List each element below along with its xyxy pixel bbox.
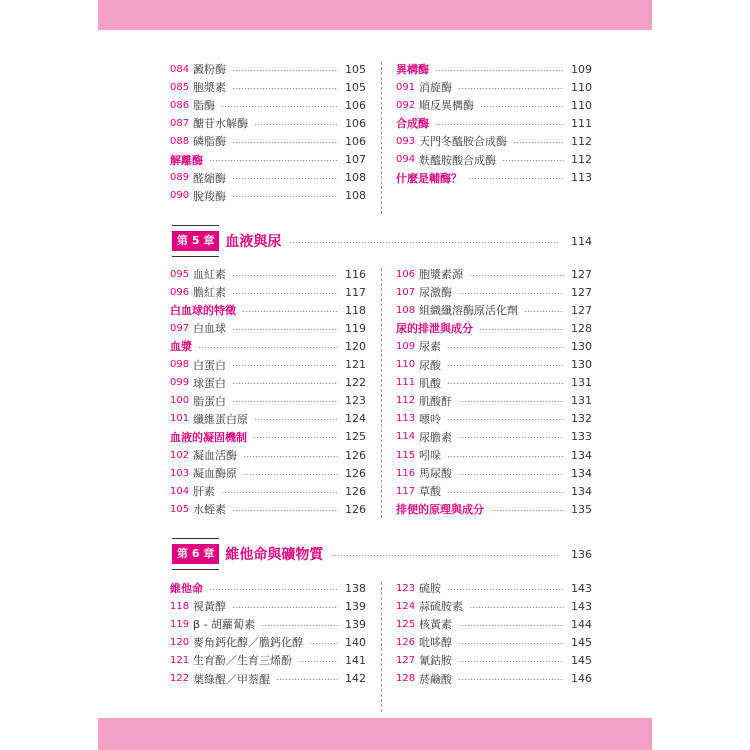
entry-title: 膽紅素 [193, 286, 226, 300]
entry-page: 143 [571, 581, 592, 595]
top-right-column [396, 60, 592, 187]
dot-leader [243, 456, 338, 457]
dot-leader [232, 88, 338, 89]
entry-number: 128 [396, 673, 416, 684]
entry-title: 磷脂酶 [193, 135, 226, 149]
entry-number: 094 [396, 154, 416, 165]
dot-leader [502, 160, 564, 161]
entry-title: 順反異構酶 [419, 99, 474, 113]
entry-page: 146 [571, 672, 592, 685]
dot-leader [447, 589, 564, 590]
entry-number: 086 [170, 99, 190, 111]
entry-number: 095 [170, 268, 190, 280]
dot-leader [232, 196, 338, 197]
top-left-column [170, 60, 366, 205]
entry-number: 106 [396, 268, 416, 280]
entry-page: 108 [345, 171, 366, 185]
toc-entry[interactable] [170, 633, 366, 651]
entry-title: 胞漿素 [193, 81, 226, 95]
entry-page: 134 [571, 466, 592, 480]
toc-entry[interactable] [396, 615, 592, 633]
dot-leader [458, 88, 564, 89]
dot-leader [242, 311, 338, 312]
toc-entry[interactable] [396, 283, 592, 301]
entry-page: 131 [571, 394, 592, 408]
entry-page: 133 [571, 430, 592, 444]
entry-page: 143 [571, 599, 592, 613]
entry-number: 105 [170, 503, 190, 515]
toc-entry[interactable] [170, 132, 366, 150]
entry-page: 121 [345, 358, 366, 371]
entry-page: 106 [345, 134, 366, 148]
entry-number: 124 [396, 600, 416, 612]
entry-number: 125 [396, 618, 416, 630]
toc-section-entry[interactable] [396, 60, 592, 78]
chapter-6-divider [381, 582, 382, 712]
entry-title: 氰鈷胺 [419, 654, 452, 668]
entry-title: 組織纖溶酶原活化劑 [419, 304, 518, 318]
entry-page: 145 [571, 653, 592, 667]
entry-page: 130 [571, 339, 592, 353]
toc-entry[interactable] [396, 651, 592, 669]
entry-title: 纖維蛋白原 [193, 412, 248, 426]
dot-leader [232, 510, 338, 511]
entry-number: 110 [396, 359, 416, 370]
entry-page: 120 [345, 339, 366, 353]
dot-leader [253, 437, 338, 438]
entry-title: 核黃素 [419, 618, 452, 632]
entry-title: 肌酸酐 [419, 394, 452, 408]
entry-page: 134 [571, 448, 592, 462]
toc-entry[interactable] [396, 579, 592, 597]
toc-entry[interactable] [170, 392, 366, 410]
entry-title: 白血球的特徵 [170, 304, 236, 318]
toc-entry[interactable] [170, 615, 366, 633]
chapter-5-right-column [396, 265, 592, 518]
chapter-5-left-column [170, 265, 366, 518]
entry-page: 106 [345, 98, 366, 112]
entry-page: 111 [571, 116, 592, 130]
entry-page: 109 [571, 62, 592, 76]
dot-leader [243, 474, 338, 475]
entry-number: 087 [170, 117, 190, 129]
entry-number: 119 [170, 618, 190, 630]
entry-page: 112 [571, 134, 592, 148]
dot-leader [309, 643, 338, 644]
dot-leader [232, 329, 338, 330]
toc-entry[interactable] [396, 151, 592, 169]
entry-title: 肝素 [193, 485, 215, 499]
dot-leader [232, 607, 338, 608]
entry-title: 蒜硫胺素 [419, 600, 463, 614]
toc-entry[interactable] [170, 265, 366, 283]
toc-entry[interactable] [170, 651, 366, 669]
entry-number: 126 [396, 636, 416, 648]
entry-title: 嘌呤 [419, 412, 441, 426]
dot-leader [447, 419, 564, 420]
dot-leader [458, 661, 564, 662]
entry-title: 消旋酶 [419, 81, 452, 95]
entry-title: 排便的原理與成分 [396, 503, 484, 517]
entry-title: 胞漿素源 [419, 268, 463, 281]
chapter-5-title: 血液與尿 [225, 234, 282, 250]
dot-leader [447, 492, 564, 493]
entry-page: 130 [571, 358, 592, 371]
entry-title: 異構酶 [396, 63, 429, 76]
entry-number: 127 [396, 654, 416, 666]
entry-page: 124 [345, 412, 366, 426]
dot-leader [232, 275, 338, 276]
dot-leader [480, 106, 564, 107]
dot-leader [209, 589, 338, 590]
dot-leader [458, 437, 564, 438]
entry-number: 098 [170, 359, 190, 370]
entry-title: 尿膽素 [419, 430, 452, 444]
toc-entry[interactable] [396, 597, 592, 615]
entry-title: 生育酚／生育三烯酚 [193, 654, 292, 668]
toc-section-entry[interactable] [396, 500, 592, 518]
chapter-5-tag: 第 5 章 [172, 231, 219, 251]
dot-leader [469, 607, 564, 608]
chapter-6-title: 維他命與礦物質 [225, 547, 324, 563]
entry-title: 吡哆醇 [419, 636, 452, 650]
toc-entry[interactable] [170, 78, 366, 96]
entry-number: 114 [396, 431, 416, 443]
dot-leader [435, 70, 564, 71]
toc-entry[interactable] [396, 132, 592, 150]
entry-page: 105 [345, 62, 366, 76]
entry-title: 合成酶 [396, 117, 429, 131]
dot-leader [447, 383, 564, 384]
dot-leader [524, 311, 564, 312]
entry-title: 凝血酶原 [193, 467, 237, 481]
entry-title: 血紅素 [193, 268, 226, 281]
toc-section-entry[interactable] [170, 428, 366, 446]
entry-page: 126 [345, 484, 366, 498]
entry-page: 118 [345, 303, 366, 317]
dot-leader [479, 329, 564, 330]
toc-entry[interactable] [396, 410, 592, 428]
entry-number: 097 [170, 322, 190, 334]
dot-leader [458, 625, 564, 626]
chapter-6-left-column [170, 579, 366, 688]
entry-number: 103 [170, 467, 190, 479]
top-pink-band [98, 0, 652, 30]
toc-section-entry[interactable] [170, 151, 366, 169]
entry-number: 107 [396, 286, 416, 298]
entry-number: 101 [170, 413, 190, 425]
entry-title: 視黃醇 [193, 600, 226, 614]
entry-title: 草酸 [419, 485, 441, 499]
chapter-6-heading[interactable] [172, 543, 592, 565]
entry-number: 108 [396, 304, 416, 316]
toc-entry[interactable] [170, 500, 366, 518]
toc-entry[interactable] [396, 337, 592, 355]
dot-leader [447, 347, 564, 348]
dot-leader [232, 70, 338, 71]
entry-title: 尿酸 [419, 358, 441, 372]
toc-entry[interactable] [396, 670, 592, 688]
entry-page: 117 [345, 285, 366, 299]
toc-entry[interactable] [170, 374, 366, 392]
dot-leader [221, 492, 338, 493]
entry-page: 127 [571, 267, 592, 281]
entry-page: 113 [571, 171, 592, 185]
entry-number: 093 [396, 135, 416, 147]
entry-number: 115 [396, 449, 416, 461]
entry-page: 131 [571, 376, 592, 390]
toc-entry[interactable] [396, 482, 592, 500]
entry-number: 111 [396, 377, 416, 389]
entry-number: 091 [396, 81, 416, 93]
entry-title: 白蛋白 [193, 358, 226, 372]
entry-number: 116 [396, 467, 416, 479]
chapter-5-divider [381, 268, 382, 518]
dot-leader [447, 365, 564, 366]
dot-leader [261, 625, 338, 626]
toc-entry[interactable] [170, 482, 366, 500]
dot-leader [232, 293, 338, 294]
entry-title: 解離酶 [170, 153, 203, 167]
entry-page: 142 [345, 672, 366, 685]
toc-entry[interactable] [396, 446, 592, 464]
entry-number: 099 [170, 377, 190, 389]
entry-page: 112 [571, 153, 592, 166]
entry-page: 134 [571, 484, 592, 498]
entry-number: 084 [170, 63, 190, 75]
entry-number: 102 [170, 449, 190, 461]
chapter-5-heading[interactable] [172, 230, 592, 252]
entry-page: 135 [571, 502, 592, 516]
dot-leader [458, 643, 564, 644]
dot-leader [276, 679, 338, 680]
entry-page: 138 [345, 581, 366, 595]
dot-leader [209, 160, 338, 161]
toc-section-entry[interactable] [170, 301, 366, 319]
entry-title: 吲哚 [419, 449, 441, 462]
entry-page: 107 [345, 153, 366, 166]
chapter-6-tag: 第 6 章 [172, 544, 219, 564]
toc-section-entry[interactable] [396, 114, 592, 132]
entry-page: 116 [345, 267, 366, 281]
dot-leader [469, 275, 564, 276]
top-column-divider [381, 62, 382, 214]
entry-page: 110 [571, 80, 592, 94]
entry-page: 144 [571, 617, 592, 631]
entry-page: 105 [345, 80, 366, 94]
entry-page: 126 [345, 502, 366, 516]
toc-entry[interactable] [396, 464, 592, 482]
entry-title: 水蛭素 [193, 503, 226, 517]
entry-number: 090 [170, 190, 190, 202]
entry-title: 硫胺 [419, 582, 441, 595]
entry-page: 123 [345, 394, 366, 408]
dot-leader [458, 679, 564, 680]
dot-leader [298, 661, 338, 662]
dot-leader [254, 124, 338, 125]
dot-leader [458, 401, 564, 402]
entry-number: 088 [170, 135, 190, 147]
toc-entry[interactable] [170, 597, 366, 615]
toc-entry[interactable] [396, 96, 592, 114]
entry-number: 123 [396, 582, 416, 594]
entry-title: 什麼是輔酶？ [396, 171, 462, 185]
entry-page: 139 [345, 599, 366, 613]
entry-page: 126 [345, 448, 366, 462]
entry-title: 菸鹼酸 [419, 672, 452, 686]
toc-section-entry[interactable] [396, 169, 592, 187]
entry-number: 085 [170, 81, 190, 93]
entry-page: 140 [345, 635, 366, 649]
dot-leader [513, 142, 564, 143]
toc-entry[interactable] [396, 301, 592, 319]
entry-title: 醣苷水解酶 [193, 117, 248, 131]
toc-entry[interactable] [170, 114, 366, 132]
entry-title: 麥角鈣化醇／膽鈣化醇 [193, 636, 303, 650]
entry-number: 122 [170, 673, 190, 684]
dot-leader [232, 178, 338, 179]
dot-leader [232, 401, 338, 402]
toc-entry[interactable] [396, 265, 592, 283]
dot-leader [232, 365, 338, 366]
dot-leader [458, 474, 564, 475]
entry-page: 141 [345, 653, 366, 667]
entry-title: 球蛋白 [193, 376, 226, 390]
toc-entry[interactable] [170, 410, 366, 428]
chapter-6-page: 136 [571, 547, 592, 561]
entry-title: 白血球 [193, 322, 226, 336]
entry-title: 肌酸 [419, 376, 441, 390]
dot-leader [232, 142, 338, 143]
entry-number: 121 [170, 654, 190, 666]
entry-title: 尿激酶 [419, 286, 452, 300]
entry-page: 139 [345, 617, 366, 631]
entry-number: 109 [396, 340, 416, 352]
entry-number: 117 [396, 485, 416, 497]
dot-leader [198, 347, 338, 348]
toc-entry[interactable] [396, 633, 592, 651]
toc-entry[interactable] [170, 464, 366, 482]
entry-page: 119 [345, 321, 366, 335]
dot-leader [490, 510, 564, 511]
toc-entry[interactable] [396, 78, 592, 96]
entry-page: 126 [345, 466, 366, 480]
entry-title: 尿的排泄與成分 [396, 322, 473, 336]
toc-entry[interactable] [170, 356, 366, 374]
chapter-5-page: 114 [571, 234, 592, 248]
toc-entry[interactable] [170, 60, 366, 78]
entry-title: 尿素 [419, 340, 441, 354]
entry-title: β - 胡蘿蔔素 [193, 618, 255, 632]
entry-title: 凝血活酶 [193, 449, 237, 462]
dot-leader [254, 419, 338, 420]
toc-entry[interactable] [396, 374, 592, 392]
entry-page: 145 [571, 635, 592, 649]
dot-leader [221, 106, 338, 107]
entry-page: 122 [345, 376, 366, 390]
entry-title: 脂蛋白 [193, 394, 226, 408]
entry-number: 100 [170, 395, 190, 407]
entry-number: 112 [396, 395, 416, 407]
toc-entry[interactable] [396, 428, 592, 446]
entry-title: 麩醯胺酸合成酶 [419, 153, 496, 167]
entry-page: 127 [571, 303, 592, 317]
dot-leader [468, 178, 564, 179]
entry-number: 089 [170, 172, 190, 184]
toc-entry[interactable] [170, 446, 366, 464]
entry-number: 092 [396, 99, 416, 111]
entry-number: 118 [170, 600, 190, 612]
entry-number: 104 [170, 485, 190, 497]
toc-section-entry[interactable] [170, 337, 366, 355]
entry-page: 132 [571, 412, 592, 426]
toc-entry[interactable] [170, 96, 366, 114]
entry-page: 108 [345, 189, 366, 203]
entry-title: 葉綠醌／甲萘醌 [193, 672, 270, 686]
toc-entry[interactable] [170, 187, 366, 205]
entry-title: 天門冬醯胺合成酶 [419, 135, 507, 149]
entry-title: 澱粉酶 [193, 63, 226, 76]
toc-entry[interactable] [170, 670, 366, 688]
toc-entry[interactable] [396, 356, 592, 374]
entry-page: 106 [345, 116, 366, 130]
entry-number: 096 [170, 286, 190, 298]
entry-title: 血液的凝固機制 [170, 430, 247, 444]
dot-leader [458, 293, 564, 294]
toc-entry[interactable] [170, 169, 366, 187]
entry-page: 125 [345, 430, 366, 444]
toc-section-entry[interactable] [396, 319, 592, 337]
toc-entry[interactable] [170, 319, 366, 337]
dot-leader [447, 456, 564, 457]
entry-page: 110 [571, 98, 592, 112]
chapter-6-right-column [396, 579, 592, 688]
entry-title: 脫羧酶 [193, 189, 226, 203]
entry-number: 113 [396, 413, 416, 425]
entry-page: 127 [571, 285, 592, 299]
chapter-5-leader [289, 242, 560, 243]
entry-title: 維他命 [170, 582, 203, 595]
dot-leader [435, 124, 564, 125]
toc-entry[interactable] [396, 392, 592, 410]
entry-number: 120 [170, 636, 190, 648]
entry-page: 128 [571, 321, 592, 335]
entry-title: 血漿 [170, 340, 192, 354]
entry-title: 脂酶 [193, 99, 215, 113]
dot-leader [232, 383, 338, 384]
entry-title: 醛縮酶 [193, 171, 226, 185]
bottom-pink-band [98, 718, 652, 750]
entry-title: 馬尿酸 [419, 467, 452, 481]
toc-section-entry[interactable] [170, 579, 366, 597]
chapter-6-leader [331, 555, 560, 556]
toc-entry[interactable] [170, 283, 366, 301]
